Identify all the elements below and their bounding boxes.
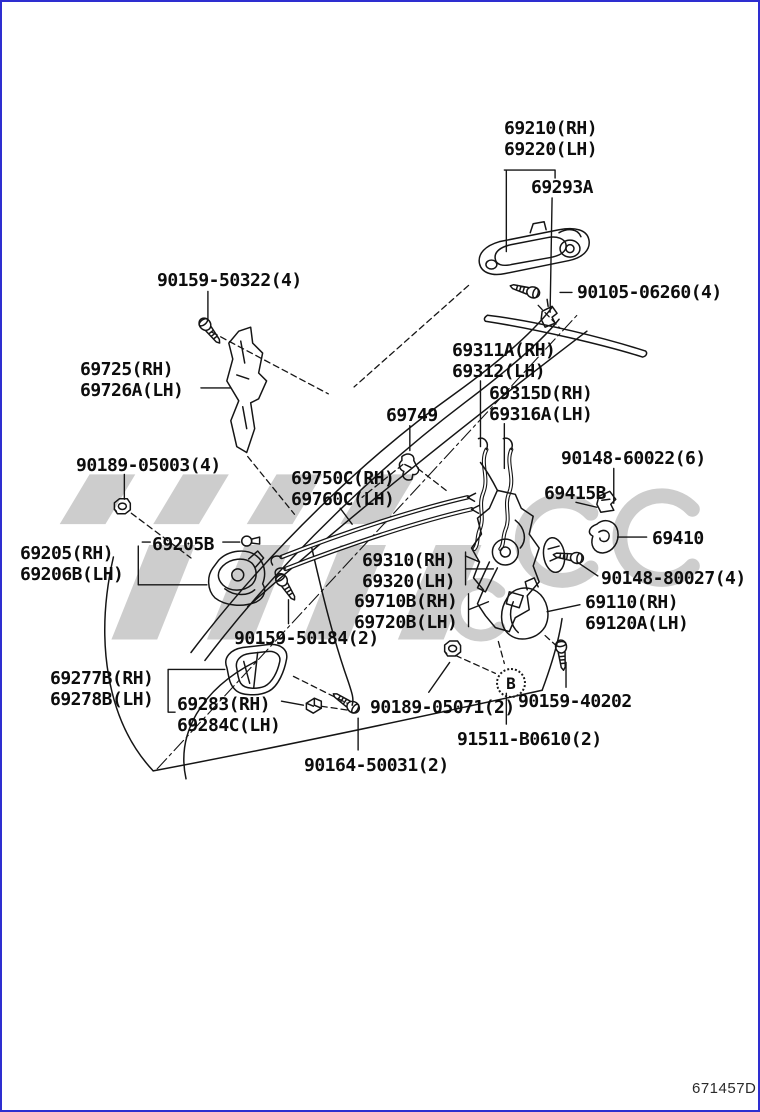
callout-marker-b [496, 668, 526, 698]
lock-plate-drawing [541, 521, 618, 574]
screw-90159-50322 [197, 316, 224, 347]
outside-handle-drawing [479, 222, 589, 275]
part-label-69205B: 69205B [152, 534, 215, 555]
part-label-90159-50322: 90159-50322(4) [157, 270, 302, 291]
lock-cover-drawing [502, 578, 548, 639]
nut-90189-05003 [114, 499, 130, 514]
door-frame-bracket-drawing [227, 327, 267, 452]
callout-marker-b-label: B [506, 673, 516, 693]
part-label-90148-80027: 90148-80027(4) [601, 568, 746, 589]
part-label-91511-B0610: 91511-B0610(2) [457, 729, 602, 750]
handle-pin-drawing [242, 536, 260, 546]
part-label-90159-40202: 90159-40202 [518, 691, 632, 712]
part-label-69725-69726A: 69725(RH) 69726A(LH) [80, 359, 184, 401]
screw-90164-50031 [330, 689, 361, 715]
nut-90189-05071 [445, 641, 461, 656]
part-label-69750C-69760C: 69750C(RH) 69760C(LH) [291, 468, 395, 510]
handle-pad-drawing [541, 299, 557, 327]
part-label-69710B-69720B: 69710B(RH) 69720B(LH) [354, 591, 458, 633]
part-label-90189-05003: 90189-05003(4) [76, 455, 221, 476]
part-label-69311A-69312: 69311A(RH) 69312(LH) [452, 340, 556, 382]
part-label-90148-60022: 90148-60022(6) [561, 448, 706, 469]
part-label-69283-69284C: 69283(RH) 69284C(LH) [177, 694, 281, 736]
figure-number: 671457D [692, 1080, 757, 1097]
part-label-90159-50184: 90159-50184(2) [234, 628, 379, 649]
part-label-69205-69206B: 69205(RH) 69206B(LH) [20, 543, 124, 585]
part-label-69110-69120A: 69110(RH) 69120A(LH) [585, 592, 689, 634]
part-label-69415B: 69415B [544, 483, 607, 504]
screw-90159-50184 [273, 571, 299, 602]
screw-90105-06260 [509, 281, 541, 300]
part-label-90164-50031: 90164-50031(2) [304, 755, 449, 776]
part-label-69410: 69410 [652, 528, 704, 549]
part-label-69293A: 69293A [531, 177, 594, 198]
screw-90148-80027 [553, 549, 585, 564]
part-label-69315D-69316A: 69315D(RH) 69316A(LH) [489, 383, 593, 425]
part-label-69749: 69749 [386, 405, 438, 426]
part-label-90189-05071: 90189-05071(2) [370, 697, 515, 718]
part-label-90105-06260: 90105-06260(4) [577, 282, 722, 303]
lock-link-rods-drawing [475, 438, 513, 549]
handle-bezel-drawing [226, 644, 287, 694]
part-label-69210-69220: 69210(RH) 69220(LH) [504, 118, 598, 160]
bezel-clip-drawing [306, 698, 321, 713]
part-label-69310-69320: 69310(RH) 69320(LH) [362, 550, 456, 592]
part-label-69277B-69278B: 69277B(RH) 69278B(LH) [50, 668, 154, 710]
